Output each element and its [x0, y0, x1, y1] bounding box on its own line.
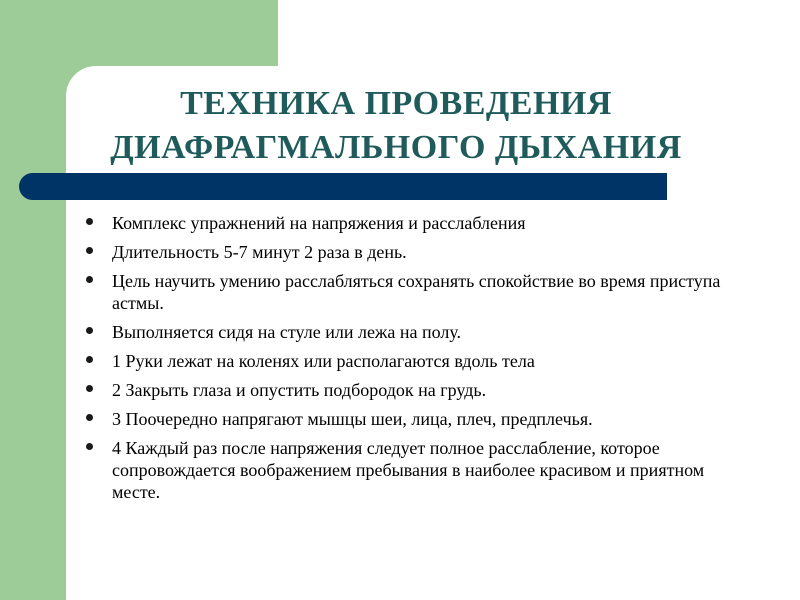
bullet-text: 3 Поочередно напрягают мышцы шеи, лица, плеч, предплечья.	[112, 409, 593, 429]
bullet-list	[82, 212, 732, 510]
bullet-item	[82, 321, 732, 343]
bullet-dot-icon	[86, 356, 93, 363]
bullet-dot-icon	[86, 247, 93, 254]
slide-title	[60, 82, 732, 170]
bullet-item	[82, 212, 732, 234]
bullet-item	[82, 379, 732, 401]
bullet-text: Длительность 5-7 минут 2 раза в день.	[112, 242, 407, 262]
bullet-dot-icon	[86, 327, 93, 334]
bullet-item	[82, 437, 732, 503]
bullet-text: 1 Руки лежат на коленях или располагаются вдоль тела	[112, 351, 535, 371]
bullet-text: 4 Каждый раз после напряжения следует полное расслабление, которое сопровождается воображением пребывания в наиболее красивом и приятном месте.	[112, 438, 705, 502]
bullet-item	[82, 350, 732, 372]
title-divider-bar	[19, 173, 667, 200]
bullet-dot-icon	[86, 218, 93, 225]
bullet-text: 2 Закрыть глаза и опустить подбородок на грудь.	[112, 380, 487, 400]
bullet-item	[82, 270, 732, 314]
bullet-text: Комплекс упражнений на напряжения и расслабления	[112, 213, 526, 233]
bullet-dot-icon	[86, 385, 93, 392]
bullet-text: Цель научить умению расслабляться сохранять спокойствие во время приступа астмы.	[112, 271, 721, 313]
slide-title-line-2: ДИАФРАГМАЛЬНОГО ДЫХАНИЯ	[110, 129, 682, 166]
bullet-item	[82, 241, 732, 263]
bullet-item	[82, 408, 732, 430]
bullet-text: Выполняется сидя на стуле или лежа на полу.	[112, 322, 462, 342]
bullet-dot-icon	[86, 443, 93, 450]
bullet-dot-icon	[86, 414, 93, 421]
bullet-dot-icon	[86, 276, 93, 283]
slide-title-line-1: ТЕХНИКА ПРОВЕДЕНИЯ	[180, 85, 612, 122]
